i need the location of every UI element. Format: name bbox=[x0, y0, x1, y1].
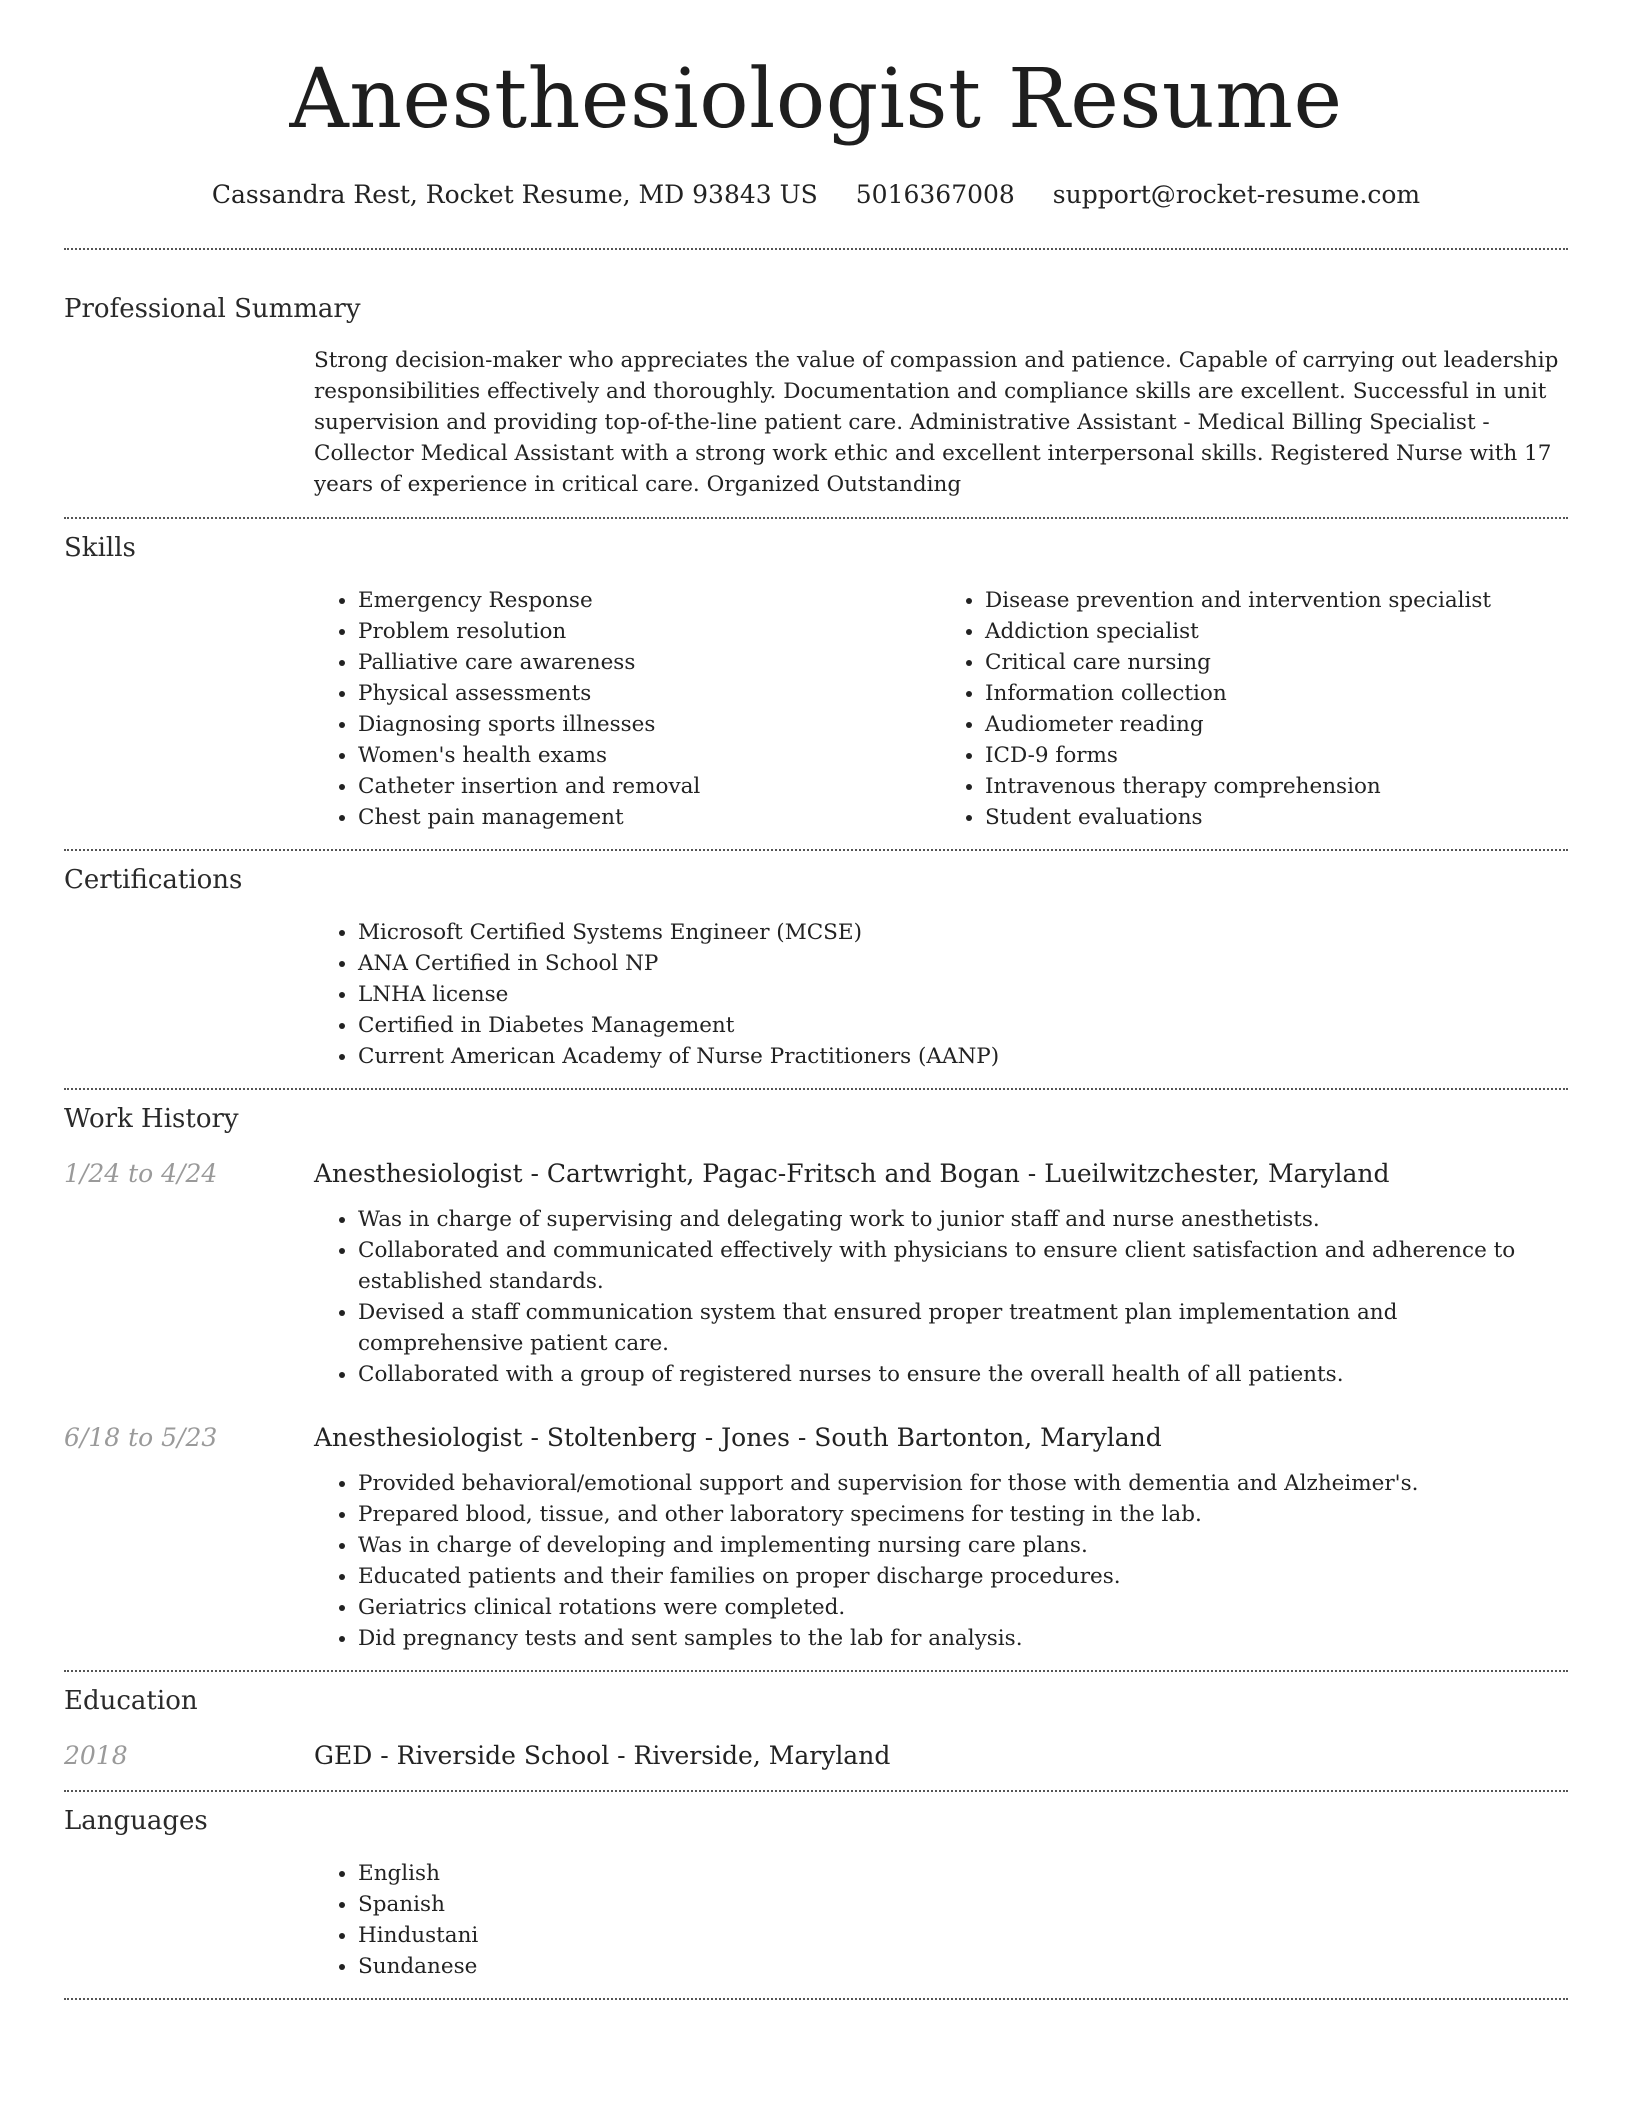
job-bullet: • Geriatrics clinical rotations were completed. bbox=[358, 1592, 1568, 1623]
languages-heading: Languages bbox=[64, 1806, 208, 1836]
education-heading: Education bbox=[64, 1686, 198, 1716]
certification-item: • ANA Certified in School NP bbox=[358, 948, 1568, 979]
skill-item: • Student evaluations bbox=[985, 802, 1568, 833]
language-item: • English bbox=[358, 1858, 1568, 1889]
skill-item: • Emergency Response bbox=[358, 585, 941, 616]
skill-item: • ICD-9 forms bbox=[985, 740, 1568, 771]
skill-item: • Catheter insertion and removal bbox=[358, 771, 941, 802]
skill-item: • Disease prevention and intervention specialist bbox=[985, 585, 1568, 616]
skill-item: • Physical assessments bbox=[358, 678, 941, 709]
skill-item: • Intravenous therapy comprehension bbox=[985, 771, 1568, 802]
skills-heading: Skills bbox=[64, 533, 136, 563]
certification-item: • LNHA license bbox=[358, 979, 1568, 1010]
languages-section bbox=[64, 1792, 1568, 1982]
skill-item: • Audiometer reading bbox=[985, 709, 1568, 740]
job-bullet: • Devised a staff communication system that ensured proper treatment plan implementation and comprehensive patient care. bbox=[358, 1297, 1568, 1359]
education-date: 2018 bbox=[64, 1741, 128, 1770]
job-title: Anesthesiologist - Cartwright, Pagac-Fritsch and Bogan - Lueilwitzchester, Maryland bbox=[314, 1159, 1390, 1188]
skill-item: • Problem resolution bbox=[358, 616, 941, 647]
job-bullet: • Did pregnancy tests and sent samples to the lab for analysis. bbox=[358, 1623, 1568, 1654]
skills-list-left bbox=[314, 585, 941, 833]
skill-item: • Information collection bbox=[985, 678, 1568, 709]
skills-list-right bbox=[941, 585, 1568, 833]
certification-item: • Certified in Diabetes Management bbox=[358, 1010, 1568, 1041]
contact-email: support@rocket-resume.com bbox=[1052, 180, 1421, 209]
work-section bbox=[64, 1090, 1568, 1654]
language-item: • Hindustani bbox=[358, 1920, 1568, 1951]
job-bullet: • Collaborated with a group of registered nurses to ensure the overall health of all patients. bbox=[358, 1359, 1568, 1390]
job-entry bbox=[64, 1420, 1568, 1456]
summary-heading: Professional Summary bbox=[64, 294, 361, 324]
contact-line bbox=[64, 178, 1568, 212]
skill-item: • Palliative care awareness bbox=[358, 647, 941, 678]
summary-text: Strong decision-maker who appreciates the value of compassion and patience. Capable of carrying out leadership responsibilities effectively and thoroughly. Documentation and compliance skills are excellent. Successful in unit supervision and providing top-of-the-line patient care. Administrative Assistant - Medical Billing Specialist - Collector Medical Assistant with a strong work ethic and excellent interpersonal skills. Registered Nurse with 17 years of experience in critical care. Organized Outstanding bbox=[314, 348, 1559, 497]
certification-item: • Current American Academy of Nurse Practitioners (AANP) bbox=[358, 1041, 1568, 1072]
skill-item: • Chest pain management bbox=[358, 802, 941, 833]
job-date: 1/24 to 4/24 bbox=[64, 1159, 218, 1188]
resume-page bbox=[64, 0, 1568, 2000]
certifications-heading: Certifications bbox=[64, 865, 243, 895]
job-date: 6/18 to 5/23 bbox=[64, 1423, 218, 1452]
job-title: Anesthesiologist - Stoltenberg - Jones - South Bartonton, Maryland bbox=[314, 1423, 1162, 1452]
language-item: • Spanish bbox=[358, 1889, 1568, 1920]
certifications-section bbox=[64, 851, 1568, 1072]
job-bullet: • Educated patients and their families on proper discharge procedures. bbox=[358, 1561, 1568, 1592]
contact-address: Cassandra Rest, Rocket Resume, MD 93843 US bbox=[211, 180, 818, 209]
languages-list bbox=[314, 1858, 1568, 1982]
job-bullet: • Was in charge of developing and implementing nursing care plans. bbox=[358, 1530, 1568, 1561]
job-bullets bbox=[314, 1468, 1568, 1654]
resume-title: Anesthesiologist Resume bbox=[289, 52, 1343, 147]
job-bullet: • Collaborated and communicated effectively with physicians to ensure client satisfaction and adherence to established standards. bbox=[358, 1235, 1568, 1297]
skill-item: • Addiction specialist bbox=[985, 616, 1568, 647]
certifications-list bbox=[314, 917, 1568, 1072]
job-bullet: • Provided behavioral/emotional support and supervision for those with dementia and Alzheimer's. bbox=[358, 1468, 1568, 1499]
skill-item: • Critical care nursing bbox=[985, 647, 1568, 678]
contact-phone: 5016367008 bbox=[855, 180, 1015, 209]
job-bullet: • Was in charge of supervising and delegating work to junior staff and nurse anesthetists. bbox=[358, 1204, 1568, 1235]
work-heading: Work History bbox=[64, 1104, 239, 1134]
skill-item: • Women's health exams bbox=[358, 740, 941, 771]
skills-section bbox=[64, 519, 1568, 833]
education-section bbox=[64, 1672, 1568, 1774]
education-entry bbox=[64, 1738, 1568, 1774]
job-bullet: • Prepared blood, tissue, and other laboratory specimens for testing in the lab. bbox=[358, 1499, 1568, 1530]
summary-section bbox=[64, 250, 1568, 500]
job-entry bbox=[64, 1156, 1568, 1192]
language-item: • Sundanese bbox=[358, 1951, 1568, 1982]
skill-item: • Diagnosing sports illnesses bbox=[358, 709, 941, 740]
education-title: GED - Riverside School - Riverside, Maryland bbox=[314, 1741, 891, 1770]
job-bullets bbox=[314, 1204, 1568, 1390]
divider bbox=[64, 1998, 1568, 2000]
certification-item: • Microsoft Certified Systems Engineer (MCSE) bbox=[358, 917, 1568, 948]
